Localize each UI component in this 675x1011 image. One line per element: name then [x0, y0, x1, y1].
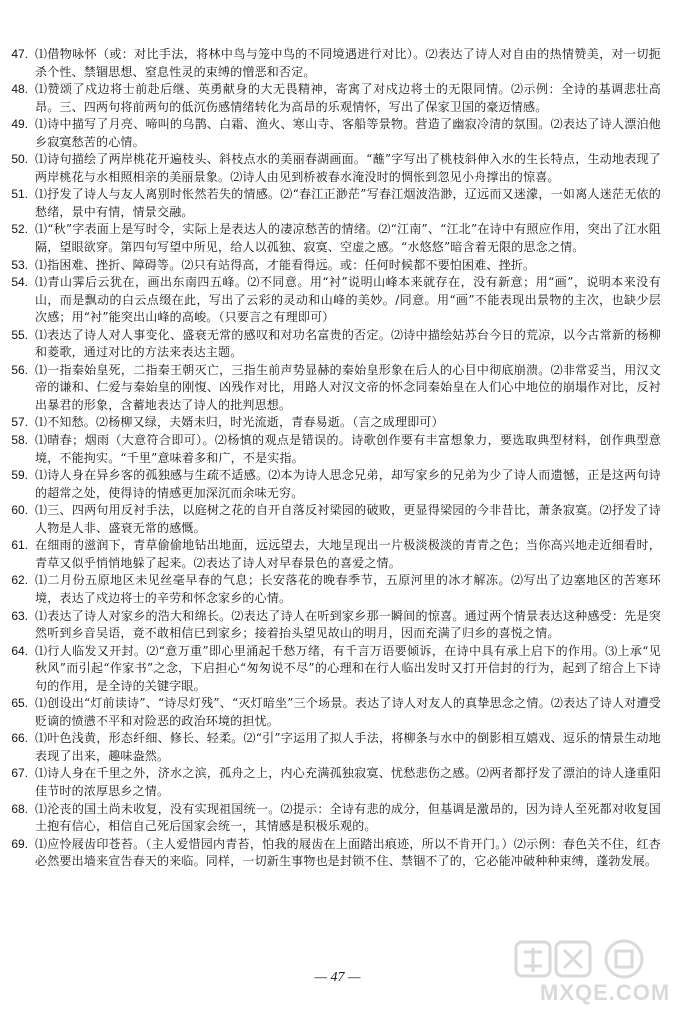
answer-text: ⑴指困难、挫折、障碍等。⑵只有站得高，才能看得远。或：任何时候都不要怕困难、挫折。 [35, 257, 536, 272]
answer-item [6, 327, 661, 362]
answer-number: 48. [11, 82, 28, 97]
answer-item [6, 46, 661, 81]
answer-number: 67. [11, 766, 28, 781]
answer-item [6, 274, 661, 327]
answer-item [6, 502, 661, 537]
answer-text: ⑴抒发了诗人与友人离别时怅然若失的情感。⑵“春江正渺茫”写春江烟波浩渺，辽远而又迷濛，一如离人迷茫无依的愁绪，景中有情，情景交融。 [35, 187, 661, 219]
answer-item [6, 186, 661, 221]
answer-list [6, 46, 661, 871]
answer-item [6, 116, 661, 151]
answer-text: ⑴诗中描写了月亮、啼叫的乌鹊、白霜、渔火、寒山寺、客船等景物。营造了幽寂冷清的氛围。⑵表达了诗人漂泊他乡寂寞愁苦的心情。 [35, 117, 661, 149]
answer-text: ⑴二月份五原地区未见丝毫早春的气息；长安落花的晚春季节，五原河里的冰才解冻。⑵写出了边塞地区的苦寒环境，表达了戍边将士的辛劳和怀念家乡的心情。 [35, 573, 661, 605]
answer-text: ⑴行人临发又开封。⑵“意万重”即心里涌起千愁万绪，有千言万语要倾诉，在诗中具有承上启下的作用。⑶上承“见秋风”而引起“作家书”之念，下启担心“匆匆说不尽”的心理和在行人临出发时又打开信封的行为，起到了绾合上下诗句的作用，是全诗的关键字眼。 [35, 643, 661, 693]
page-number: — 47 — [314, 970, 361, 985]
answer-text: 在细雨的滋润下，青草偷偷地钻出地面，远远望去，大地呈现出一片极淡极淡的青青之色；当你高兴地走近细看时，青草又似乎悄悄地躲了起来。⑵表达了诗人对早春景色的喜爱之情。 [35, 538, 661, 570]
answer-text: ⑴三、四两句用反衬手法，以庭树之花的自开自落反衬梁园的破败，更显得梁园的今非昔比，萧条寂寞。⑵抒发了诗人物是人非、盛衰无常的感慨。 [35, 503, 661, 535]
answer-text: ⑴沦丧的国土尚未收复，没有实现祖国统一。⑵提示：全诗有悲的成分，但基调是激昂的，因为诗人至死都对收复国土抱有信心，相信自己死后国家会统一，其情感是积极乐观的。 [35, 801, 661, 834]
answer-item [6, 695, 661, 730]
answer-item [6, 414, 661, 432]
answer-number: 63. [11, 608, 28, 623]
answer-text: ⑴表达了诗人对人事变化、盛衰无常的感叹和对功名富贵的否定。⑵诗中描绘姑苏台今日的荒凉，以今古常新的杨柳和菱歌，通过对比的方法来表达主题。 [35, 327, 661, 360]
answer-number: 50. [11, 152, 28, 167]
answer-item [6, 362, 661, 415]
answer-item [6, 537, 661, 572]
answer-number: 68. [11, 801, 28, 816]
answer-item [6, 221, 661, 256]
answer-number: 53. [11, 257, 28, 272]
answer-text: ⑴不知愁。⑵杨柳又绿，夫婿未归，时光流逝，青春易逝。（言之成理即可） [35, 415, 444, 430]
answer-number: 64. [11, 643, 28, 658]
watermark-logo [512, 936, 662, 984]
answer-number: 54. [11, 275, 28, 290]
answer-item [6, 432, 661, 467]
answer-number: 55. [11, 327, 28, 342]
answer-item [6, 643, 661, 696]
answer-number: 62. [11, 573, 28, 588]
answer-item [6, 836, 661, 871]
answer-number: 49. [11, 117, 28, 132]
answer-number: 58. [11, 433, 28, 448]
answer-item [6, 81, 661, 116]
answer-number: 69. [11, 836, 28, 851]
answer-item [6, 572, 661, 607]
answer-item [6, 765, 661, 800]
answer-number: 61. [11, 538, 28, 553]
answer-item [6, 730, 661, 765]
answer-number: 56. [11, 362, 28, 377]
answer-text: ⑴一指秦始皇死，二指秦王朝灭亡，三指生前声势显赫的秦始皇形象在后人的心目中彻底崩溃。⑵非常妥当，用汉文帝的谦和、仁爱与秦始皇的刚愎、凶残作对比，用路人对汉文帝的怀念同秦始皇在人们心中地位的崩塌作对比，反衬出暴君的形象，含蓄地表达了诗人的批判思想。 [35, 362, 661, 412]
answer-text: ⑴借物咏怀（或：对比手法，将林中鸟与笼中鸟的不同境遇进行对比）。⑵表达了诗人对自由的热情赞美，对一切扼杀个性、禁锢思想、窒息性灵的束缚的憎恶和否定。 [35, 47, 661, 79]
answer-item [6, 801, 661, 836]
answer-item [6, 151, 661, 186]
answer-text: ⑴赞颂了戍边将士前赴后继、英勇献身的大无畏精神，寄寓了对戍边将士的无限同情。⑵示例：全诗的基调悲壮高昂。三、四两句将前两句的低沉伤感情绪转化为高昂的乐观情怀，写出了保家卫国的豪迈情感。 [35, 82, 661, 114]
answer-text: ⑴诗人身在千里之外，济水之滨，孤舟之上，内心充满孤独寂寞、忧愁悲伤之感。⑵两者都抒发了漂泊的诗人逢重阳佳节时的浓厚思乡之情。 [35, 766, 661, 798]
answer-text: ⑴叶色浅黄，形态纤细、修长、轻柔。⑵“引”字运用了拟人手法，将柳条与水中的倒影相互嬉戏、逗乐的情景生动地表现了出来，趣味盎然。 [35, 731, 661, 763]
answer-text: ⑴“秋”字表面上是写时令，实际上是表达人的凄凉愁苦的情绪。⑵“江南”、“江北”在诗中有照应作用，突出了江水阻隔，望眼欲穿。第四句写望中所见，给人以孤独、寂寞、空虚之感。“水悠悠”暗含着无限的思念之情。 [35, 222, 661, 255]
answer-number: 66. [11, 731, 28, 746]
answer-text: ⑴晴春；烟雨（大意符合即可）。⑵杨慎的观点是错误的。诗歌创作要有丰富想象力，要选取典型材料，创作典型意境，不能拘实。“千里”意味着多和广，不是实指。 [35, 433, 661, 465]
answer-item [6, 608, 661, 643]
answer-text: ⑴诗人身在异乡客的孤独感与生疏不适感。⑵本为诗人思念兄弟，却写家乡的兄弟为少了诗人而遗憾，正是这两句诗的超常之处，使得诗的情感更加深沉而余味无穷。 [35, 468, 661, 500]
answer-text: ⑴青山霁后云犹在，画出东南四五峰。⑵不同意。用“衬”说明山峰本来就存在，没有新意；用“画”，说明本来没有山，而是飘动的白云点缀在此，写出了云彩的灵动和山峰的美妙。/同意。用“画”不能表现出景物的主次，也缺少层次感；用“衬”能突出山峰的高峻。（只要言之有理即可） [35, 275, 661, 325]
answer-item [6, 467, 661, 502]
watermark-url: MXQE.COM [540, 980, 671, 1005]
watermark [512, 936, 672, 1008]
answer-number: 52. [11, 222, 28, 237]
answer-text: ⑴诗句描绘了两岸桃花开遍枝头、斜枝点水的美丽春湖画面。“蘸”字写出了桃枝斜伸入水的生长特点，生动地表现了两岸桃花与水相照相亲的美丽景象。⑵诗人由见到桥被春水淹没时的惆怅到忽见小舟撑出的惊喜。 [35, 152, 661, 184]
answer-text: ⑴创设出“灯前读诗”、“诗尽灯残”、“灭灯暗坐”三个场景。表达了诗人对友人的真挚思念之情。⑵表达了诗人对遭受贬谪的愤懑不平和对险恶的政治环境的担忧。 [35, 696, 661, 728]
answer-number: 60. [11, 503, 28, 518]
answer-text: ⑴应怜屐齿印苍苔。（主人爱惜园内青苔，怕我的屐齿在上面踏出痕迹，所以不肯开门。）⑵示例：春色关不住，红杏必然要出墙来宣告春天的来临。同样，一切新生事物也是封锁不住、禁锢不了的，它必能冲破种种束缚，蓬勃发展。 [35, 836, 661, 869]
answer-number: 65. [11, 696, 28, 711]
answer-number: 47. [11, 47, 28, 61]
answer-number: 57. [11, 415, 28, 430]
answer-item [6, 257, 661, 275]
answer-number: 51. [11, 187, 28, 202]
answer-number: 59. [11, 468, 28, 483]
answer-text: ⑴表达了诗人对家乡的浩大和绵长。⑵表达了诗人在听到家乡那一瞬间的惊喜。通过两个情景表达这种感受：先是突然听到乡音吴语，竟不敢相信已到家乡；接着抬头望见故山的明月，因而充满了归乡的喜悦之情。 [35, 608, 661, 641]
